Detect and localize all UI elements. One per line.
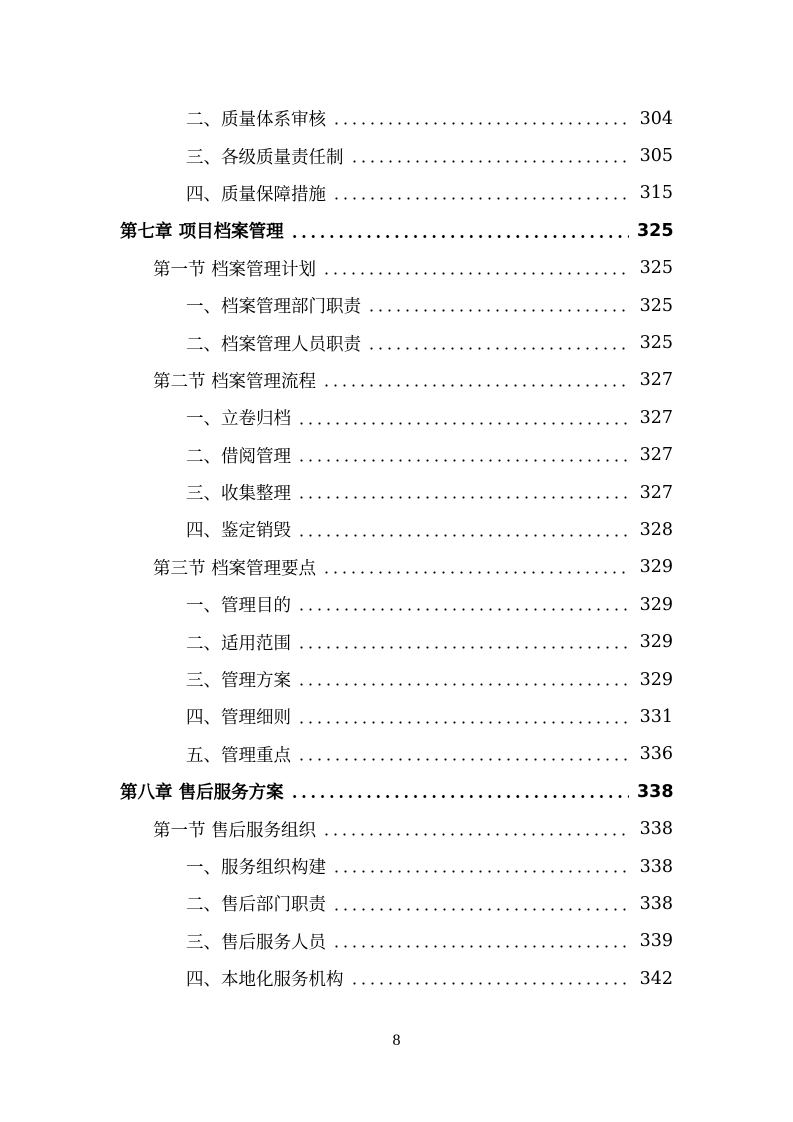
toc-subsection-entry[interactable] bbox=[0, 960, 793, 997]
toc-entry-page-number: 329 bbox=[639, 669, 673, 690]
toc-dot-leader bbox=[332, 945, 629, 948]
toc-dot-leader bbox=[290, 235, 629, 238]
toc-entry-page-number: 327 bbox=[639, 407, 673, 428]
toc-entry-title: 四、管理细则 bbox=[186, 708, 291, 729]
toc-entry-page-number: 329 bbox=[639, 557, 673, 578]
toc-subsection-entry[interactable] bbox=[0, 736, 793, 773]
toc-dot-leader bbox=[332, 197, 629, 200]
toc-section-entry[interactable] bbox=[0, 810, 793, 847]
page-number: 8 bbox=[392, 1032, 401, 1049]
toc-entry-page-number: 338 bbox=[639, 856, 673, 877]
toc-entry-page-number: 325 bbox=[639, 295, 673, 316]
toc-subsection-entry[interactable] bbox=[0, 175, 793, 212]
table-of-contents bbox=[0, 100, 793, 997]
toc-dot-leader bbox=[322, 571, 629, 574]
toc-dot-leader bbox=[297, 646, 629, 649]
toc-entry-title: 三、收集整理 bbox=[186, 484, 291, 505]
toc-subsection-entry[interactable] bbox=[0, 437, 793, 474]
toc-subsection-entry[interactable] bbox=[0, 511, 793, 548]
toc-entry-page-number: 338 bbox=[637, 781, 674, 802]
toc-entry-title: 第一节 售后服务组织 bbox=[153, 820, 317, 841]
toc-dot-leader bbox=[297, 721, 629, 724]
toc-entry-page-number: 338 bbox=[639, 893, 673, 914]
toc-dot-leader bbox=[367, 347, 629, 350]
toc-dot-leader bbox=[367, 309, 629, 312]
toc-entry-title: 五、管理重点 bbox=[186, 745, 291, 766]
toc-entry-title: 二、售后部门职责 bbox=[186, 895, 326, 916]
toc-entry-title: 二、质量体系审核 bbox=[186, 110, 326, 131]
toc-entry-title: 一、管理目的 bbox=[186, 596, 291, 617]
toc-entry-page-number: 339 bbox=[639, 931, 673, 952]
toc-entry-page-number: 338 bbox=[639, 819, 673, 840]
toc-subsection-entry[interactable] bbox=[0, 661, 793, 698]
toc-subsection-entry[interactable] bbox=[0, 474, 793, 511]
toc-dot-leader bbox=[297, 534, 629, 537]
toc-entry-page-number: 336 bbox=[639, 744, 673, 765]
toc-entry-page-number: 342 bbox=[639, 968, 673, 989]
toc-subsection-entry[interactable] bbox=[0, 848, 793, 885]
toc-entry-page-number: 329 bbox=[639, 632, 673, 653]
toc-dot-leader bbox=[350, 160, 630, 163]
toc-subsection-entry[interactable] bbox=[0, 399, 793, 436]
toc-dot-leader bbox=[297, 496, 629, 499]
toc-entry-title: 四、质量保障措施 bbox=[186, 184, 326, 205]
toc-entry-page-number: 327 bbox=[639, 445, 673, 466]
toc-subsection-entry[interactable] bbox=[0, 885, 793, 922]
toc-entry-title: 二、适用范围 bbox=[186, 633, 291, 654]
toc-dot-leader bbox=[290, 795, 629, 798]
toc-dot-leader bbox=[297, 422, 629, 425]
toc-entry-page-number: 325 bbox=[639, 333, 673, 354]
toc-entry-title: 三、管理方案 bbox=[186, 671, 291, 692]
toc-entry-page-number: 315 bbox=[639, 183, 673, 204]
toc-section-entry[interactable] bbox=[0, 250, 793, 287]
toc-dot-leader bbox=[332, 122, 629, 125]
toc-subsection-entry[interactable] bbox=[0, 137, 793, 174]
toc-dot-leader bbox=[332, 870, 629, 873]
toc-subsection-entry[interactable] bbox=[0, 698, 793, 735]
toc-entry-title: 第一节 档案管理计划 bbox=[153, 259, 317, 280]
toc-entry-title: 一、立卷归档 bbox=[186, 409, 291, 430]
toc-entry-page-number: 325 bbox=[639, 258, 673, 279]
toc-dot-leader bbox=[322, 833, 629, 836]
toc-entry-page-number: 328 bbox=[639, 519, 673, 540]
toc-entry-title: 三、售后服务人员 bbox=[186, 932, 326, 953]
toc-entry-title: 二、档案管理人员职责 bbox=[186, 334, 361, 355]
toc-dot-leader bbox=[322, 272, 629, 275]
toc-entry-title: 一、服务组织构建 bbox=[186, 858, 326, 878]
toc-entry-page-number: 329 bbox=[639, 594, 673, 615]
toc-entry-page-number: 327 bbox=[639, 482, 673, 503]
toc-chapter-entry[interactable] bbox=[0, 773, 793, 810]
toc-subsection-entry[interactable] bbox=[0, 287, 793, 324]
toc-entry-page-number: 304 bbox=[639, 108, 673, 129]
toc-dot-leader bbox=[332, 908, 629, 911]
toc-subsection-entry[interactable] bbox=[0, 100, 793, 137]
toc-entry-title: 二、借阅管理 bbox=[186, 446, 291, 467]
toc-entry-title: 四、本地化服务机构 bbox=[186, 970, 344, 991]
toc-subsection-entry[interactable] bbox=[0, 923, 793, 960]
toc-subsection-entry[interactable] bbox=[0, 623, 793, 660]
toc-chapter-entry[interactable] bbox=[0, 212, 793, 249]
toc-entry-title: 四、鉴定销毁 bbox=[186, 521, 291, 542]
toc-dot-leader bbox=[297, 459, 629, 462]
toc-entry-title: 第八章 售后服务方案 bbox=[120, 783, 284, 804]
toc-entry-page-number: 331 bbox=[639, 706, 673, 727]
toc-dot-leader bbox=[350, 982, 630, 985]
toc-section-entry[interactable] bbox=[0, 549, 793, 586]
toc-entry-title: 三、各级质量责任制 bbox=[186, 147, 344, 168]
toc-entry-page-number: 327 bbox=[639, 370, 673, 391]
toc-entry-title: 第三节 档案管理要点 bbox=[153, 558, 317, 579]
toc-dot-leader bbox=[297, 758, 629, 761]
toc-entry-title: 第二节 档案管理流程 bbox=[153, 371, 317, 392]
toc-entry-page-number: 305 bbox=[639, 146, 673, 167]
toc-dot-leader bbox=[297, 608, 629, 611]
toc-entry-title: 第七章 项目档案管理 bbox=[120, 222, 284, 243]
toc-dot-leader bbox=[297, 683, 629, 686]
toc-section-entry[interactable] bbox=[0, 362, 793, 399]
toc-entry-title: 一、档案管理部门职责 bbox=[186, 297, 361, 318]
toc-subsection-entry[interactable] bbox=[0, 324, 793, 361]
toc-dot-leader bbox=[322, 384, 629, 387]
toc-subsection-entry[interactable] bbox=[0, 586, 793, 623]
toc-entry-page-number: 325 bbox=[637, 220, 674, 241]
